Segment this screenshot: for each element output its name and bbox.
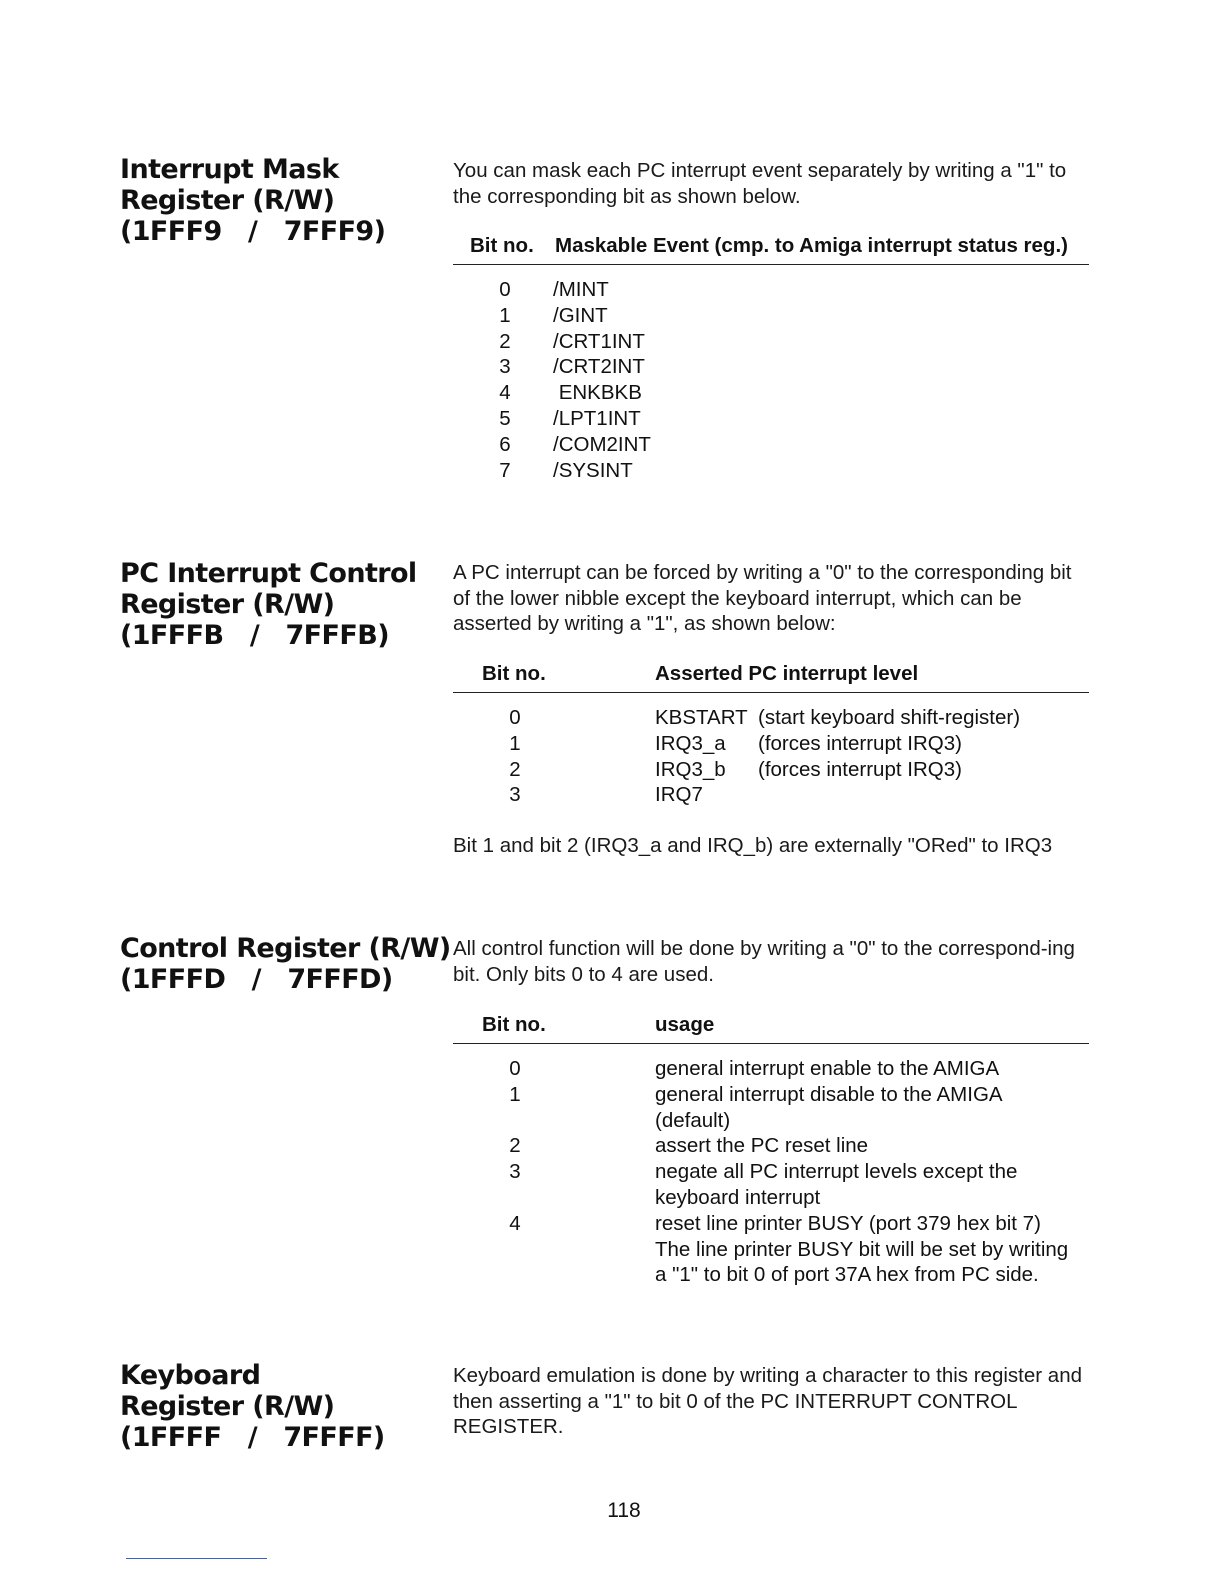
note-cell: (forces interrupt IRQ3) (758, 757, 962, 781)
event-cell: /GINT (553, 303, 608, 327)
usage-line: general interrupt enable to the AMIGA (655, 1057, 1000, 1080)
bit-cell: 5 (499, 406, 511, 430)
table-row (453, 1082, 1093, 1134)
usage-line: a "1" to bit 0 of port 37A hex from PC side. (655, 1263, 1039, 1287)
section-title-control-register (120, 933, 451, 995)
bit-cell: 2 (509, 1134, 521, 1158)
control-table (453, 1056, 1093, 1288)
bit-cell: 6 (499, 432, 511, 456)
title-line: Keyboard (120, 1360, 261, 1391)
header-bit-no: Bit no. (470, 234, 534, 257)
bit-cell: 0 (509, 706, 521, 729)
bit-cell: 1 (509, 1082, 521, 1106)
event-cell: /MINT (553, 278, 609, 301)
pcint-footnote: Bit 1 and bit 2 (IRQ3_a and IRQ_b) are externally "ORed" to IRQ3 (453, 834, 1053, 857)
mask-table-header (453, 234, 1089, 265)
table-row (453, 782, 1093, 808)
pcint-intro: A PC interrupt can be forced by writing a "0" to the corresponding bit of the lower nibble except the keyboard interrupt, which can be asserted by writing a "1", as shown below: (453, 561, 1072, 635)
bit-cell: 3 (509, 783, 521, 807)
bit-cell: 1 (509, 731, 521, 755)
table-row (453, 705, 1093, 731)
bit-cell: 4 (499, 381, 511, 405)
table-row (453, 1211, 1093, 1288)
footer-link-underline (126, 1558, 267, 1559)
event-cell: /LPT1INT (553, 406, 641, 430)
keyboard-intro: Keyboard emulation is done by writing a character to this register and then asserting a "1" to bit 0 of the PC INTERRUPT CONTROL REGISTER. (453, 1364, 1083, 1438)
table-row (453, 1159, 1093, 1211)
section-title-pc-interrupt-control (120, 558, 417, 651)
bit-cell: 2 (509, 757, 521, 781)
table-row (453, 303, 1093, 329)
table-row (453, 458, 1093, 484)
event-cell: /CRT2INT (553, 355, 645, 379)
header-bit-no: Bit no. (482, 1013, 546, 1036)
mask-table (453, 277, 1093, 483)
event-cell: /CRT1INT (553, 329, 645, 353)
title-line: (1FFFD / 7FFFD) (120, 964, 393, 995)
table-row (453, 757, 1093, 783)
table-row (453, 432, 1093, 458)
table-row (453, 277, 1093, 303)
section-title-interrupt-mask (120, 154, 385, 247)
bit-cell: 0 (499, 278, 511, 301)
header-bit-no: Bit no. (482, 662, 546, 685)
event-cell: /COM2INT (553, 432, 651, 456)
usage-line: (default) (655, 1108, 731, 1132)
event-cell: ENKBKB (553, 381, 642, 405)
control-intro: All control function will be done by writing a "0" to the correspond-ing bit. Only bits 0 to 4 are used. (453, 937, 1075, 986)
title-line: (1FFFF / 7FFFF) (120, 1422, 385, 1453)
bit-cell: 4 (509, 1211, 521, 1235)
title-line: (1FFFB / 7FFFB) (120, 620, 389, 651)
bit-cell: 1 (499, 303, 511, 327)
bit-cell: 3 (499, 355, 511, 379)
title-line: Control Register (R/W) (120, 933, 451, 964)
table-row (453, 1133, 1093, 1159)
section-title-keyboard-register (120, 1360, 385, 1453)
event-cell: /SYSINT (553, 458, 633, 482)
table-row (453, 406, 1093, 432)
table-row (453, 380, 1093, 406)
level-cell: IRQ3_b (655, 757, 726, 781)
pcint-table (453, 705, 1093, 808)
usage-line: negate all PC interrupt levels except the (655, 1160, 1018, 1184)
title-line: Register (R/W) (120, 185, 335, 216)
level-cell: IRQ3_a (655, 731, 726, 755)
title-line: Register (R/W) (120, 1391, 335, 1422)
table-row (453, 1056, 1093, 1082)
bit-cell: 3 (509, 1160, 521, 1184)
usage-line: keyboard interrupt (655, 1185, 821, 1209)
page-number: 118 (607, 1499, 641, 1522)
table-row (453, 354, 1093, 380)
table-row (453, 329, 1093, 355)
usage-line: The line printer BUSY bit will be set by writing (655, 1237, 1069, 1261)
title-line: PC Interrupt Control (120, 558, 417, 589)
header-asserted-level: Asserted PC interrupt level (655, 662, 919, 685)
level-cell: KBSTART (655, 706, 748, 729)
usage-line: reset line printer BUSY (port 379 hex bit 7) (655, 1211, 1041, 1235)
bit-cell: 2 (499, 329, 511, 353)
title-line: (1FFF9 / 7FFF9) (120, 216, 386, 247)
control-table-header (453, 1013, 1089, 1044)
header-maskable-event: Maskable Event (cmp. to Amiga interrupt status reg.) (555, 234, 1068, 257)
mask-intro: You can mask each PC interrupt event separately by writing a "1" to the corresponding bit as shown below. (453, 159, 1067, 208)
title-line: Interrupt Mask (120, 154, 339, 185)
bit-cell: 0 (509, 1057, 521, 1080)
bit-cell: 7 (499, 458, 511, 482)
header-usage: usage (655, 1013, 715, 1036)
note-cell: (forces interrupt IRQ3) (758, 731, 962, 755)
note-cell: (start keyboard shift-register) (758, 706, 1021, 729)
pcint-table-header (453, 662, 1089, 693)
usage-line: assert the PC reset line (655, 1134, 869, 1158)
usage-line: general interrupt disable to the AMIGA (655, 1082, 1003, 1106)
level-cell: IRQ7 (655, 783, 703, 807)
title-line: Register (R/W) (120, 589, 335, 620)
table-row (453, 731, 1093, 757)
